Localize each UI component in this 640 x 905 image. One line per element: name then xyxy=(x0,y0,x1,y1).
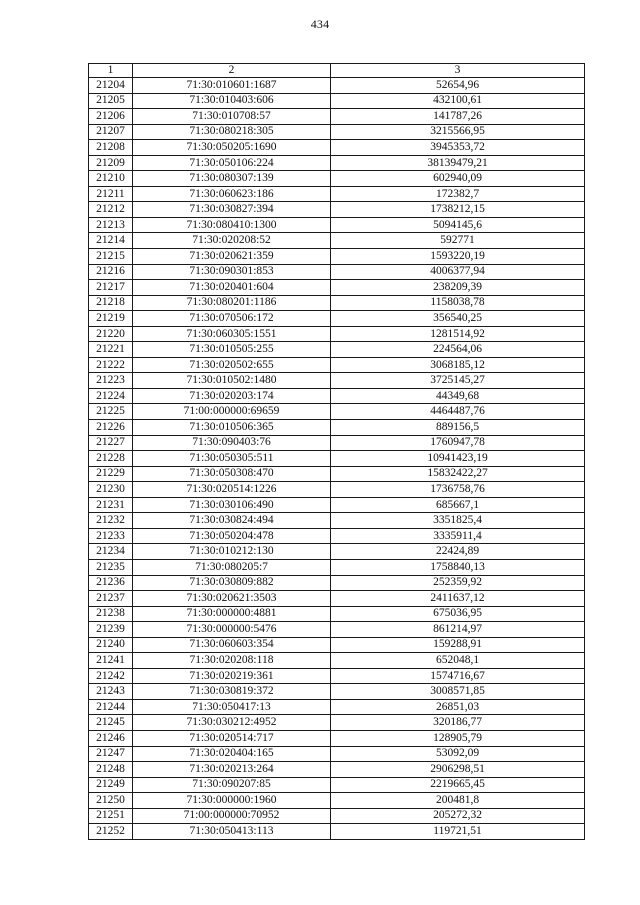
value-cell: 15832422,27 xyxy=(331,466,585,482)
value-cell: 172382,7 xyxy=(331,186,585,202)
value-cell: 224564,06 xyxy=(331,342,585,358)
table-row xyxy=(89,404,585,420)
value-cell: 320186,77 xyxy=(331,715,585,731)
table-row xyxy=(89,575,585,591)
table-row xyxy=(89,777,585,793)
value-cell: 3068185,12 xyxy=(331,357,585,373)
table-row xyxy=(89,622,585,638)
table-row xyxy=(89,730,585,746)
table-row xyxy=(89,155,585,171)
table-row xyxy=(89,217,585,233)
value-cell: 38139479,21 xyxy=(331,155,585,171)
value-cell: 356540,25 xyxy=(331,311,585,327)
cadastral-number-cell: 71:30:050413:113 xyxy=(133,824,331,840)
value-cell: 44349,68 xyxy=(331,388,585,404)
cadastral-number-cell: 71:30:010506:365 xyxy=(133,420,331,436)
value-cell: 675036,95 xyxy=(331,606,585,622)
data-table xyxy=(88,63,585,840)
row-number-cell: 21214 xyxy=(89,233,133,249)
table-row xyxy=(89,311,585,327)
value-cell: 205272,32 xyxy=(331,808,585,824)
row-number-cell: 21210 xyxy=(89,171,133,187)
row-number-cell: 21252 xyxy=(89,824,133,840)
value-cell: 252359,92 xyxy=(331,575,585,591)
row-number-cell: 21244 xyxy=(89,699,133,715)
value-cell: 4006377,94 xyxy=(331,264,585,280)
table-row xyxy=(89,295,585,311)
value-cell: 1158038,78 xyxy=(331,295,585,311)
cadastral-number-cell: 71:30:050308:470 xyxy=(133,466,331,482)
table-row xyxy=(89,420,585,436)
cadastral-number-cell: 71:30:080205:7 xyxy=(133,559,331,575)
cadastral-number-cell: 71:30:020514:717 xyxy=(133,730,331,746)
cadastral-number-cell: 71:30:050305:511 xyxy=(133,451,331,467)
table-row xyxy=(89,202,585,218)
row-number-cell: 21209 xyxy=(89,155,133,171)
cadastral-number-cell: 71:30:090207:85 xyxy=(133,777,331,793)
row-number-cell: 21223 xyxy=(89,373,133,389)
row-number-cell: 21235 xyxy=(89,559,133,575)
cadastral-number-cell: 71:30:060623:186 xyxy=(133,186,331,202)
value-cell: 5094145,6 xyxy=(331,217,585,233)
value-cell: 861214,97 xyxy=(331,622,585,638)
row-number-cell: 21212 xyxy=(89,202,133,218)
row-number-cell: 21240 xyxy=(89,637,133,653)
column-header: 2 xyxy=(133,64,331,78)
table-row xyxy=(89,249,585,265)
value-cell: 128905,79 xyxy=(331,730,585,746)
table-row xyxy=(89,342,585,358)
cadastral-number-cell: 71:30:060305:1551 xyxy=(133,326,331,342)
table-row xyxy=(89,699,585,715)
cadastral-number-cell: 71:00:000000:70952 xyxy=(133,808,331,824)
value-cell: 3335911,4 xyxy=(331,528,585,544)
table-row xyxy=(89,482,585,498)
row-number-cell: 21251 xyxy=(89,808,133,824)
cadastral-number-cell: 71:30:020208:52 xyxy=(133,233,331,249)
table-row xyxy=(89,808,585,824)
table-row xyxy=(89,171,585,187)
row-number-cell: 21213 xyxy=(89,217,133,233)
table-row xyxy=(89,466,585,482)
table-body xyxy=(89,78,585,840)
column-header: 1 xyxy=(89,64,133,78)
cadastral-number-cell: 71:30:020502:655 xyxy=(133,357,331,373)
row-number-cell: 21228 xyxy=(89,451,133,467)
value-cell: 1281514,92 xyxy=(331,326,585,342)
cadastral-number-cell: 71:30:000000:1960 xyxy=(133,793,331,809)
value-cell: 2219665,45 xyxy=(331,777,585,793)
cadastral-number-cell: 71:30:080307:139 xyxy=(133,171,331,187)
row-number-cell: 21208 xyxy=(89,140,133,156)
cadastral-number-cell: 71:30:070506:172 xyxy=(133,311,331,327)
row-number-cell: 21211 xyxy=(89,186,133,202)
cadastral-number-cell: 71:30:030809:882 xyxy=(133,575,331,591)
cadastral-number-cell: 71:30:020621:359 xyxy=(133,249,331,265)
row-number-cell: 21246 xyxy=(89,730,133,746)
row-number-cell: 21218 xyxy=(89,295,133,311)
row-number-cell: 21232 xyxy=(89,513,133,529)
cadastral-number-cell: 71:30:030106:490 xyxy=(133,497,331,513)
row-number-cell: 21243 xyxy=(89,684,133,700)
value-cell: 432100,61 xyxy=(331,93,585,109)
value-cell: 1760947,78 xyxy=(331,435,585,451)
row-number-cell: 21238 xyxy=(89,606,133,622)
value-cell: 1758840,13 xyxy=(331,559,585,575)
cadastral-number-cell: 71:30:080410:1300 xyxy=(133,217,331,233)
cadastral-number-cell: 71:30:050417:13 xyxy=(133,699,331,715)
table-row xyxy=(89,668,585,684)
value-cell: 685667,1 xyxy=(331,497,585,513)
cadastral-number-cell: 71:30:060603:354 xyxy=(133,637,331,653)
cadastral-number-cell: 71:30:010708:57 xyxy=(133,109,331,125)
table-row xyxy=(89,109,585,125)
table-row xyxy=(89,264,585,280)
row-number-cell: 21245 xyxy=(89,715,133,731)
table-row xyxy=(89,186,585,202)
table-row xyxy=(89,93,585,109)
cadastral-number-cell: 71:30:020208:118 xyxy=(133,653,331,669)
table-row xyxy=(89,78,585,94)
row-number-cell: 21248 xyxy=(89,762,133,778)
row-number-cell: 21249 xyxy=(89,777,133,793)
row-number-cell: 21227 xyxy=(89,435,133,451)
row-number-cell: 21242 xyxy=(89,668,133,684)
table-row xyxy=(89,715,585,731)
value-cell: 2906298,51 xyxy=(331,762,585,778)
table-row xyxy=(89,280,585,296)
value-cell: 119721,51 xyxy=(331,824,585,840)
table-header-row xyxy=(89,64,585,78)
row-number-cell: 21234 xyxy=(89,544,133,560)
row-number-cell: 21225 xyxy=(89,404,133,420)
row-number-cell: 21219 xyxy=(89,311,133,327)
table-row xyxy=(89,388,585,404)
value-cell: 52654,96 xyxy=(331,78,585,94)
row-number-cell: 21236 xyxy=(89,575,133,591)
cadastral-number-cell: 71:30:030824:494 xyxy=(133,513,331,529)
value-cell: 3725145,27 xyxy=(331,373,585,389)
row-number-cell: 21216 xyxy=(89,264,133,280)
cadastral-number-cell: 71:30:090301:853 xyxy=(133,264,331,280)
row-number-cell: 21239 xyxy=(89,622,133,638)
row-number-cell: 21231 xyxy=(89,497,133,513)
cadastral-number-cell: 71:30:090403:76 xyxy=(133,435,331,451)
row-number-cell: 21247 xyxy=(89,746,133,762)
cadastral-number-cell: 71:30:050204:478 xyxy=(133,528,331,544)
row-number-cell: 21217 xyxy=(89,280,133,296)
table-row xyxy=(89,793,585,809)
cadastral-number-cell: 71:30:020203:174 xyxy=(133,388,331,404)
table-row xyxy=(89,653,585,669)
row-number-cell: 21207 xyxy=(89,124,133,140)
cadastral-number-cell: 71:00:000000:69659 xyxy=(133,404,331,420)
cadastral-number-cell: 71:30:000000:5476 xyxy=(133,622,331,638)
value-cell: 3008571,85 xyxy=(331,684,585,700)
value-cell: 1736758,76 xyxy=(331,482,585,498)
table-row xyxy=(89,513,585,529)
cadastral-number-cell: 71:30:020219:361 xyxy=(133,668,331,684)
cadastral-number-cell: 71:30:010505:255 xyxy=(133,342,331,358)
value-cell: 26851,03 xyxy=(331,699,585,715)
cadastral-number-cell: 71:30:080218:305 xyxy=(133,124,331,140)
value-cell: 159288,91 xyxy=(331,637,585,653)
table-row xyxy=(89,497,585,513)
row-number-cell: 21237 xyxy=(89,591,133,607)
value-cell: 1574716,67 xyxy=(331,668,585,684)
row-number-cell: 21215 xyxy=(89,249,133,265)
row-number-cell: 21226 xyxy=(89,420,133,436)
cadastral-number-cell: 71:30:080201:1186 xyxy=(133,295,331,311)
row-number-cell: 21241 xyxy=(89,653,133,669)
value-cell: 53092,09 xyxy=(331,746,585,762)
table-row xyxy=(89,124,585,140)
value-cell: 200481,8 xyxy=(331,793,585,809)
table-row xyxy=(89,637,585,653)
row-number-cell: 21229 xyxy=(89,466,133,482)
cadastral-number-cell: 71:30:020621:3503 xyxy=(133,591,331,607)
table-row xyxy=(89,544,585,560)
value-cell: 3351825,4 xyxy=(331,513,585,529)
cadastral-number-cell: 71:30:020401:604 xyxy=(133,280,331,296)
table-row xyxy=(89,233,585,249)
table-row xyxy=(89,435,585,451)
table-row xyxy=(89,824,585,840)
row-number-cell: 21224 xyxy=(89,388,133,404)
cadastral-number-cell: 71:30:020514:1226 xyxy=(133,482,331,498)
value-cell: 1738212,15 xyxy=(331,202,585,218)
value-cell: 889156,5 xyxy=(331,420,585,436)
cadastral-number-cell: 71:30:030827:394 xyxy=(133,202,331,218)
value-cell: 2411637,12 xyxy=(331,591,585,607)
value-cell: 141787,26 xyxy=(331,109,585,125)
row-number-cell: 21205 xyxy=(89,93,133,109)
table-row xyxy=(89,684,585,700)
table-row xyxy=(89,140,585,156)
cadastral-number-cell: 71:30:030212:4952 xyxy=(133,715,331,731)
value-cell: 238209,39 xyxy=(331,280,585,296)
cadastral-number-cell: 71:30:000000:4881 xyxy=(133,606,331,622)
value-cell: 3945353,72 xyxy=(331,140,585,156)
table-row xyxy=(89,746,585,762)
column-header: 3 xyxy=(331,64,585,78)
table-row xyxy=(89,591,585,607)
value-cell: 22424,89 xyxy=(331,544,585,560)
cadastral-number-cell: 71:30:020404:165 xyxy=(133,746,331,762)
table-row xyxy=(89,326,585,342)
value-cell: 592771 xyxy=(331,233,585,249)
row-number-cell: 21222 xyxy=(89,357,133,373)
table-row xyxy=(89,606,585,622)
cadastral-number-cell: 71:30:010502:1480 xyxy=(133,373,331,389)
cadastral-number-cell: 71:30:010403:606 xyxy=(133,93,331,109)
cadastral-number-cell: 71:30:010212:130 xyxy=(133,544,331,560)
cadastral-number-cell: 71:30:050106:224 xyxy=(133,155,331,171)
row-number-cell: 21221 xyxy=(89,342,133,358)
value-cell: 4464487,76 xyxy=(331,404,585,420)
table-row xyxy=(89,528,585,544)
table-row xyxy=(89,559,585,575)
table-row xyxy=(89,451,585,467)
table-row xyxy=(89,357,585,373)
page-number: 434 xyxy=(310,17,330,31)
row-number-cell: 21250 xyxy=(89,793,133,809)
row-number-cell: 21206 xyxy=(89,109,133,125)
cadastral-number-cell: 71:30:020213:264 xyxy=(133,762,331,778)
cadastral-number-cell: 71:30:050205:1690 xyxy=(133,140,331,156)
table-row xyxy=(89,373,585,389)
cadastral-number-cell: 71:30:030819:372 xyxy=(133,684,331,700)
value-cell: 3215566,95 xyxy=(331,124,585,140)
table-row xyxy=(89,762,585,778)
value-cell: 1593220,19 xyxy=(331,249,585,265)
row-number-cell: 21220 xyxy=(89,326,133,342)
value-cell: 10941423,19 xyxy=(331,451,585,467)
row-number-cell: 21230 xyxy=(89,482,133,498)
row-number-cell: 21204 xyxy=(89,78,133,94)
value-cell: 652048,1 xyxy=(331,653,585,669)
cadastral-number-cell: 71:30:010601:1687 xyxy=(133,78,331,94)
row-number-cell: 21233 xyxy=(89,528,133,544)
value-cell: 602940,09 xyxy=(331,171,585,187)
